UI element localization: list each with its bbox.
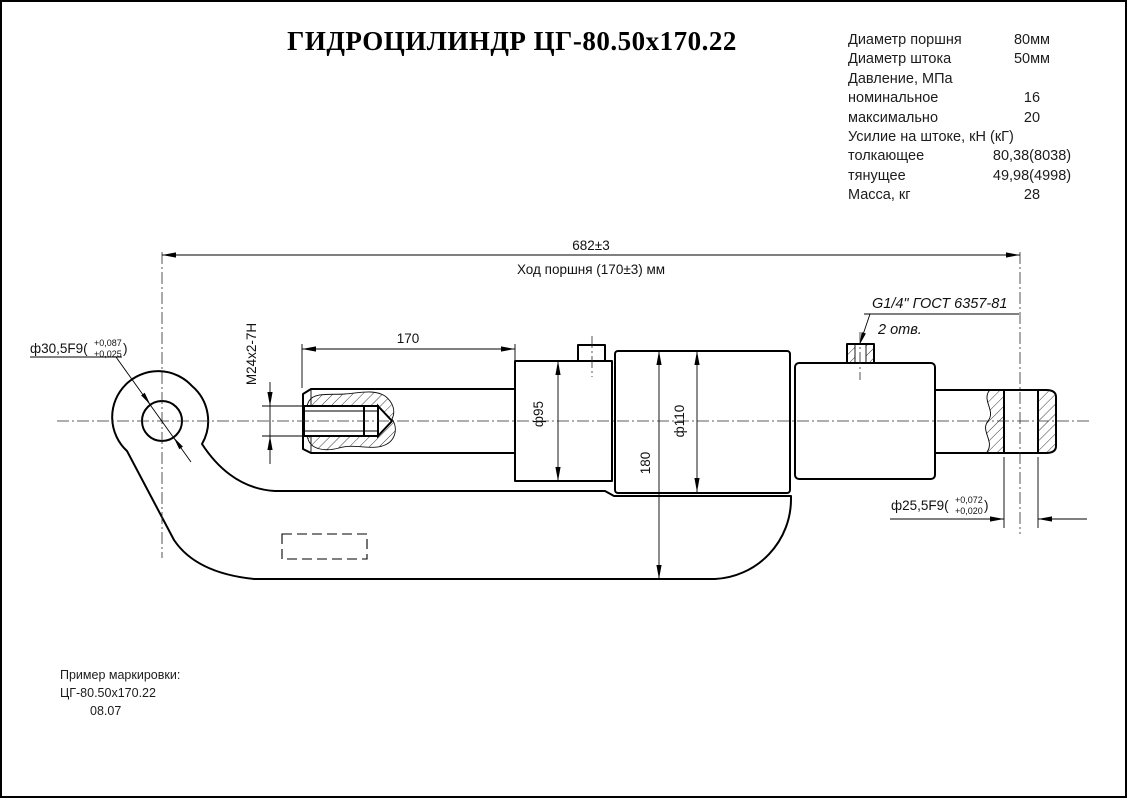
spec-label: Масса, кг: [848, 187, 911, 204]
dia-gland-text: ф95: [531, 400, 546, 428]
dia-body-text: ф110: [672, 404, 687, 438]
spec-value: 28: [1023, 187, 1041, 204]
pin-dia-upper: +0,072: [955, 495, 983, 505]
spec-label: максимально: [848, 109, 939, 126]
spec-label: Диаметр поршня: [848, 32, 962, 48]
spec-label: номинальное: [848, 90, 939, 107]
pin-dia-text: ф25,5F9(: [891, 498, 949, 513]
spec-value: 80,38(8038): [992, 148, 1072, 165]
marking-example: [60, 666, 180, 720]
thread-label-text: M24x2-7H: [244, 322, 259, 386]
pin-dia-lower: +0,020: [955, 506, 983, 516]
section-hatch-right: [1039, 391, 1055, 452]
spec-value: 50мм: [1013, 51, 1051, 68]
spec-value: 80мм: [1013, 32, 1051, 48]
spec-value: 20: [1023, 109, 1041, 126]
spec-label: Диаметр штока: [848, 51, 952, 68]
port-boss-rear: [847, 344, 874, 363]
port-note-line2: 2 отв.: [878, 322, 922, 338]
dim-overall-text: 682±3: [572, 238, 610, 253]
drawing-title: ГИДРОЦИЛИНДР ЦГ-80.50х170.22: [287, 26, 737, 56]
rod-end-right: [935, 390, 1056, 453]
eye-dia-close: ): [123, 341, 128, 356]
port-boss-front: [578, 345, 605, 361]
marking-line3: 08.07: [90, 704, 122, 718]
eye-dia-lower: +0,025: [94, 349, 122, 359]
eye-dia-upper: +0,087: [94, 338, 122, 348]
port-note-line1: G1/4" ГОСТ 6357-81: [872, 296, 1008, 312]
spec-value: 49,98(4998): [992, 167, 1072, 184]
pin-dia-close: ): [984, 498, 989, 513]
eye-dia-text: ф30,5F9(: [30, 341, 88, 356]
spec-label: тянущее: [848, 167, 906, 184]
spec-value: 16: [1023, 90, 1041, 107]
marking-line1: Пример маркировки:: [60, 668, 181, 682]
dim-rod-length-text: 170: [396, 331, 420, 346]
stroke-note-text: Ход поршня (170±3) мм: [516, 262, 666, 277]
spec-label: Усилие на штоке, кН (кГ): [848, 128, 1014, 145]
spec-label: толкающее: [848, 148, 925, 165]
spec-label: Давление, МПа: [848, 70, 953, 87]
dim-height-text: 180: [638, 451, 653, 475]
marking-line2: ЦГ-80.50х170.22: [60, 686, 156, 700]
